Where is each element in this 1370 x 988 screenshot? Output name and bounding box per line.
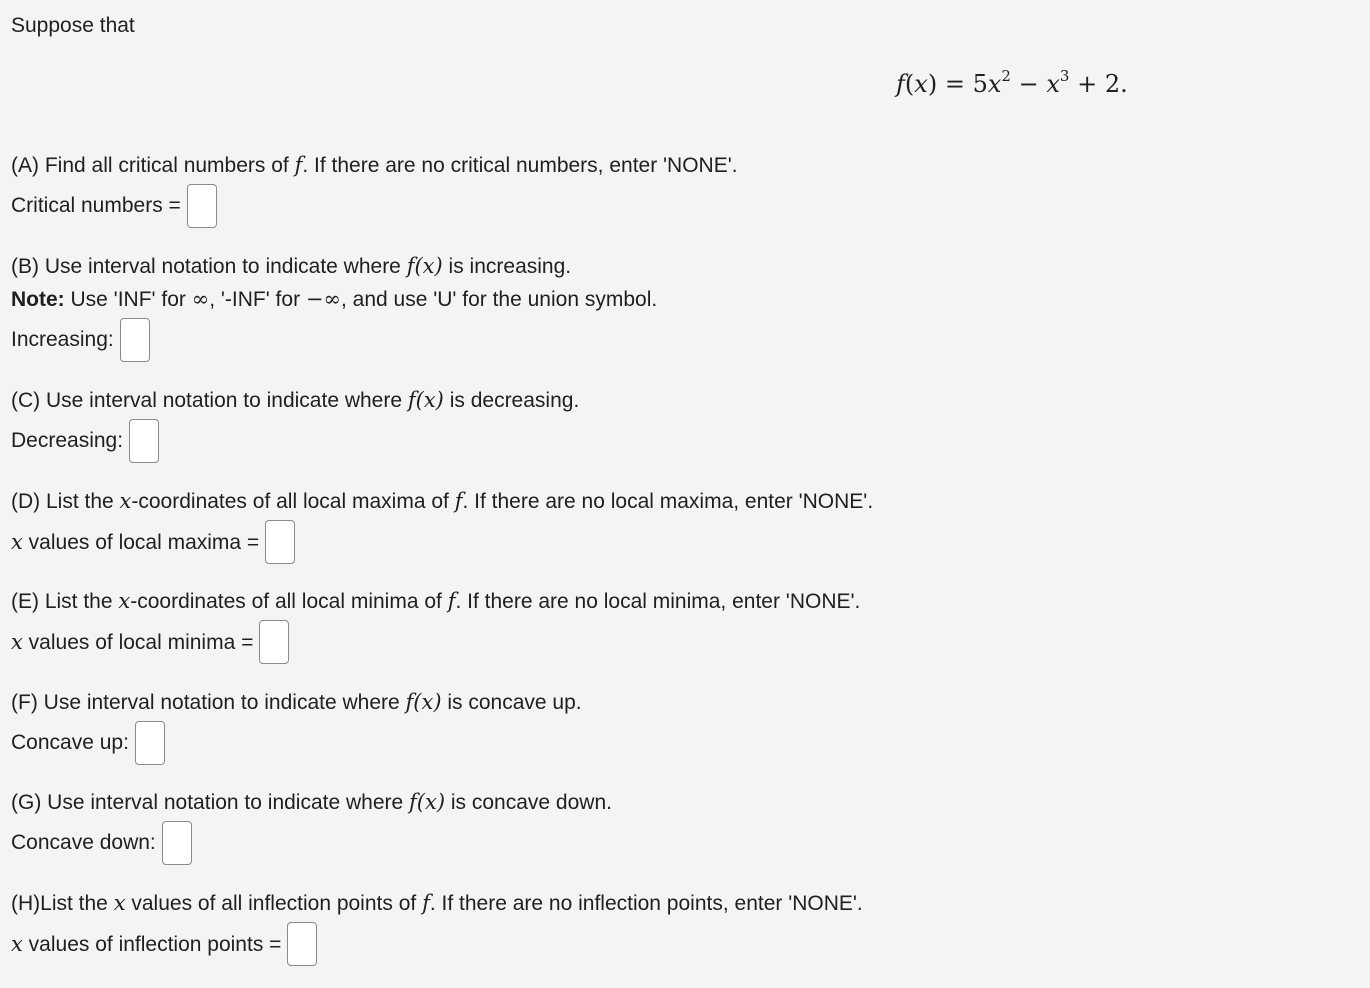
question-c-prefix: (C) Use interval notation to indicate where (11, 389, 408, 412)
inflection-points-label (11, 932, 281, 957)
question-b-fx: f(x) (406, 254, 443, 278)
section-e (11, 585, 860, 666)
formula-f: f (896, 70, 905, 98)
note-part2: , '-INF' for (209, 288, 306, 311)
decreasing-label: Decreasing: (11, 429, 124, 452)
local-maxima-label-text: values of local maxima = (22, 530, 260, 554)
formula-paren-open: ( (904, 70, 915, 98)
question-h-var: x (113, 891, 126, 915)
local-maxima-label (11, 530, 259, 555)
question-e-mid: -coordinates of all local minima of (130, 590, 448, 613)
question-h-prefix: (H)List the (11, 892, 114, 915)
question-a-prefix: (A) Find all critical numbers of (11, 154, 295, 177)
note-neg-infinity: −∞ (305, 287, 341, 311)
question-g-prefix: (G) Use interval notation to indicate where (11, 791, 410, 814)
formula-term2-var: x (1046, 70, 1060, 98)
question-d-var: x (119, 489, 132, 513)
question-d (11, 485, 873, 518)
function-formula (896, 60, 1128, 102)
section-b (11, 250, 657, 364)
formula-x: x (914, 70, 928, 98)
question-d-f: f (454, 489, 463, 513)
formula-term1-exp: 2 (1001, 67, 1011, 85)
critical-numbers-label: Critical numbers = (11, 194, 181, 217)
question-e (11, 585, 860, 618)
question-d-mid: -coordinates of all local maxima of (131, 490, 455, 513)
question-c (11, 384, 579, 417)
inflection-points-input[interactable] (287, 922, 317, 966)
local-minima-label (11, 630, 253, 655)
formula-constant: 2. (1104, 70, 1128, 98)
question-f-fx: f(x) (405, 690, 442, 714)
question-g-fx: f(x) (409, 790, 446, 814)
question-g (11, 786, 612, 819)
formula-equals: = (944, 70, 965, 98)
increasing-label: Increasing: (11, 328, 114, 351)
concave-up-label: Concave up: (11, 731, 129, 754)
question-e-suffix: . If there are no local minima, enter 'NONE'. (455, 590, 861, 613)
section-g (11, 786, 612, 867)
question-f-suffix: is concave up. (441, 691, 582, 714)
concave-down-input[interactable] (162, 821, 192, 865)
question-f-prefix: (F) Use interval notation to indicate where (11, 691, 406, 714)
increasing-input[interactable] (120, 318, 150, 362)
question-b-suffix: is increasing. (442, 255, 572, 278)
question-b-prefix: (B) Use interval notation to indicate where (11, 255, 407, 278)
formula-term2-exp: 3 (1059, 67, 1070, 85)
question-e-f: f (447, 589, 456, 613)
question-e-var: x (118, 589, 131, 613)
formula-plus: + (1077, 70, 1098, 98)
question-c-suffix: is decreasing. (443, 389, 580, 412)
question-f (11, 686, 582, 719)
question-a-suffix: . If there are no critical numbers, enter 'NONE'. (302, 154, 738, 177)
inflection-points-label-text: values of inflection points = (22, 932, 282, 956)
local-minima-label-text: values of local minima = (22, 630, 254, 654)
formula-term1-var: x (987, 70, 1002, 98)
section-c (11, 384, 579, 465)
question-h-f: f (422, 891, 430, 915)
inflection-points-label-var: x (11, 931, 23, 956)
concave-up-input[interactable] (135, 721, 165, 765)
question-h-suffix: . If there are no inflection points, enter 'NONE'. (429, 892, 863, 915)
question-h-mid: values of all inflection points of (125, 892, 423, 915)
section-h (11, 887, 863, 968)
local-minima-label-var: x (11, 629, 23, 654)
local-maxima-input[interactable] (265, 520, 295, 564)
note-text (11, 283, 657, 316)
question-c-fx: f(x) (407, 388, 444, 412)
question-h (11, 887, 863, 920)
note-infinity: ∞ (191, 287, 210, 311)
section-d (11, 485, 873, 566)
section-f (11, 686, 582, 767)
local-maxima-label-var: x (11, 529, 23, 554)
formula-paren-close: ) (927, 70, 938, 98)
note-part1: Use 'INF' for (64, 288, 192, 311)
question-b (11, 250, 657, 283)
decreasing-input[interactable] (129, 419, 159, 463)
question-d-prefix: (D) List the (11, 490, 120, 513)
question-g-suffix: is concave down. (445, 791, 612, 814)
question-e-prefix: (E) List the (11, 590, 119, 613)
question-a-var: f (294, 153, 303, 177)
formula-minus: − (1018, 70, 1039, 98)
section-a (11, 149, 738, 230)
question-d-suffix: . If there are no local maxima, enter 'NONE'. (462, 490, 874, 513)
note-bold: Note: (11, 288, 65, 311)
formula-coef: 5 (972, 70, 988, 98)
local-minima-input[interactable] (259, 620, 289, 664)
critical-numbers-input[interactable] (187, 184, 217, 228)
concave-down-label: Concave down: (11, 831, 156, 854)
question-a (11, 149, 738, 182)
note-part3: , and use 'U' for the union symbol. (341, 288, 658, 311)
intro-text: Suppose that (11, 14, 135, 37)
